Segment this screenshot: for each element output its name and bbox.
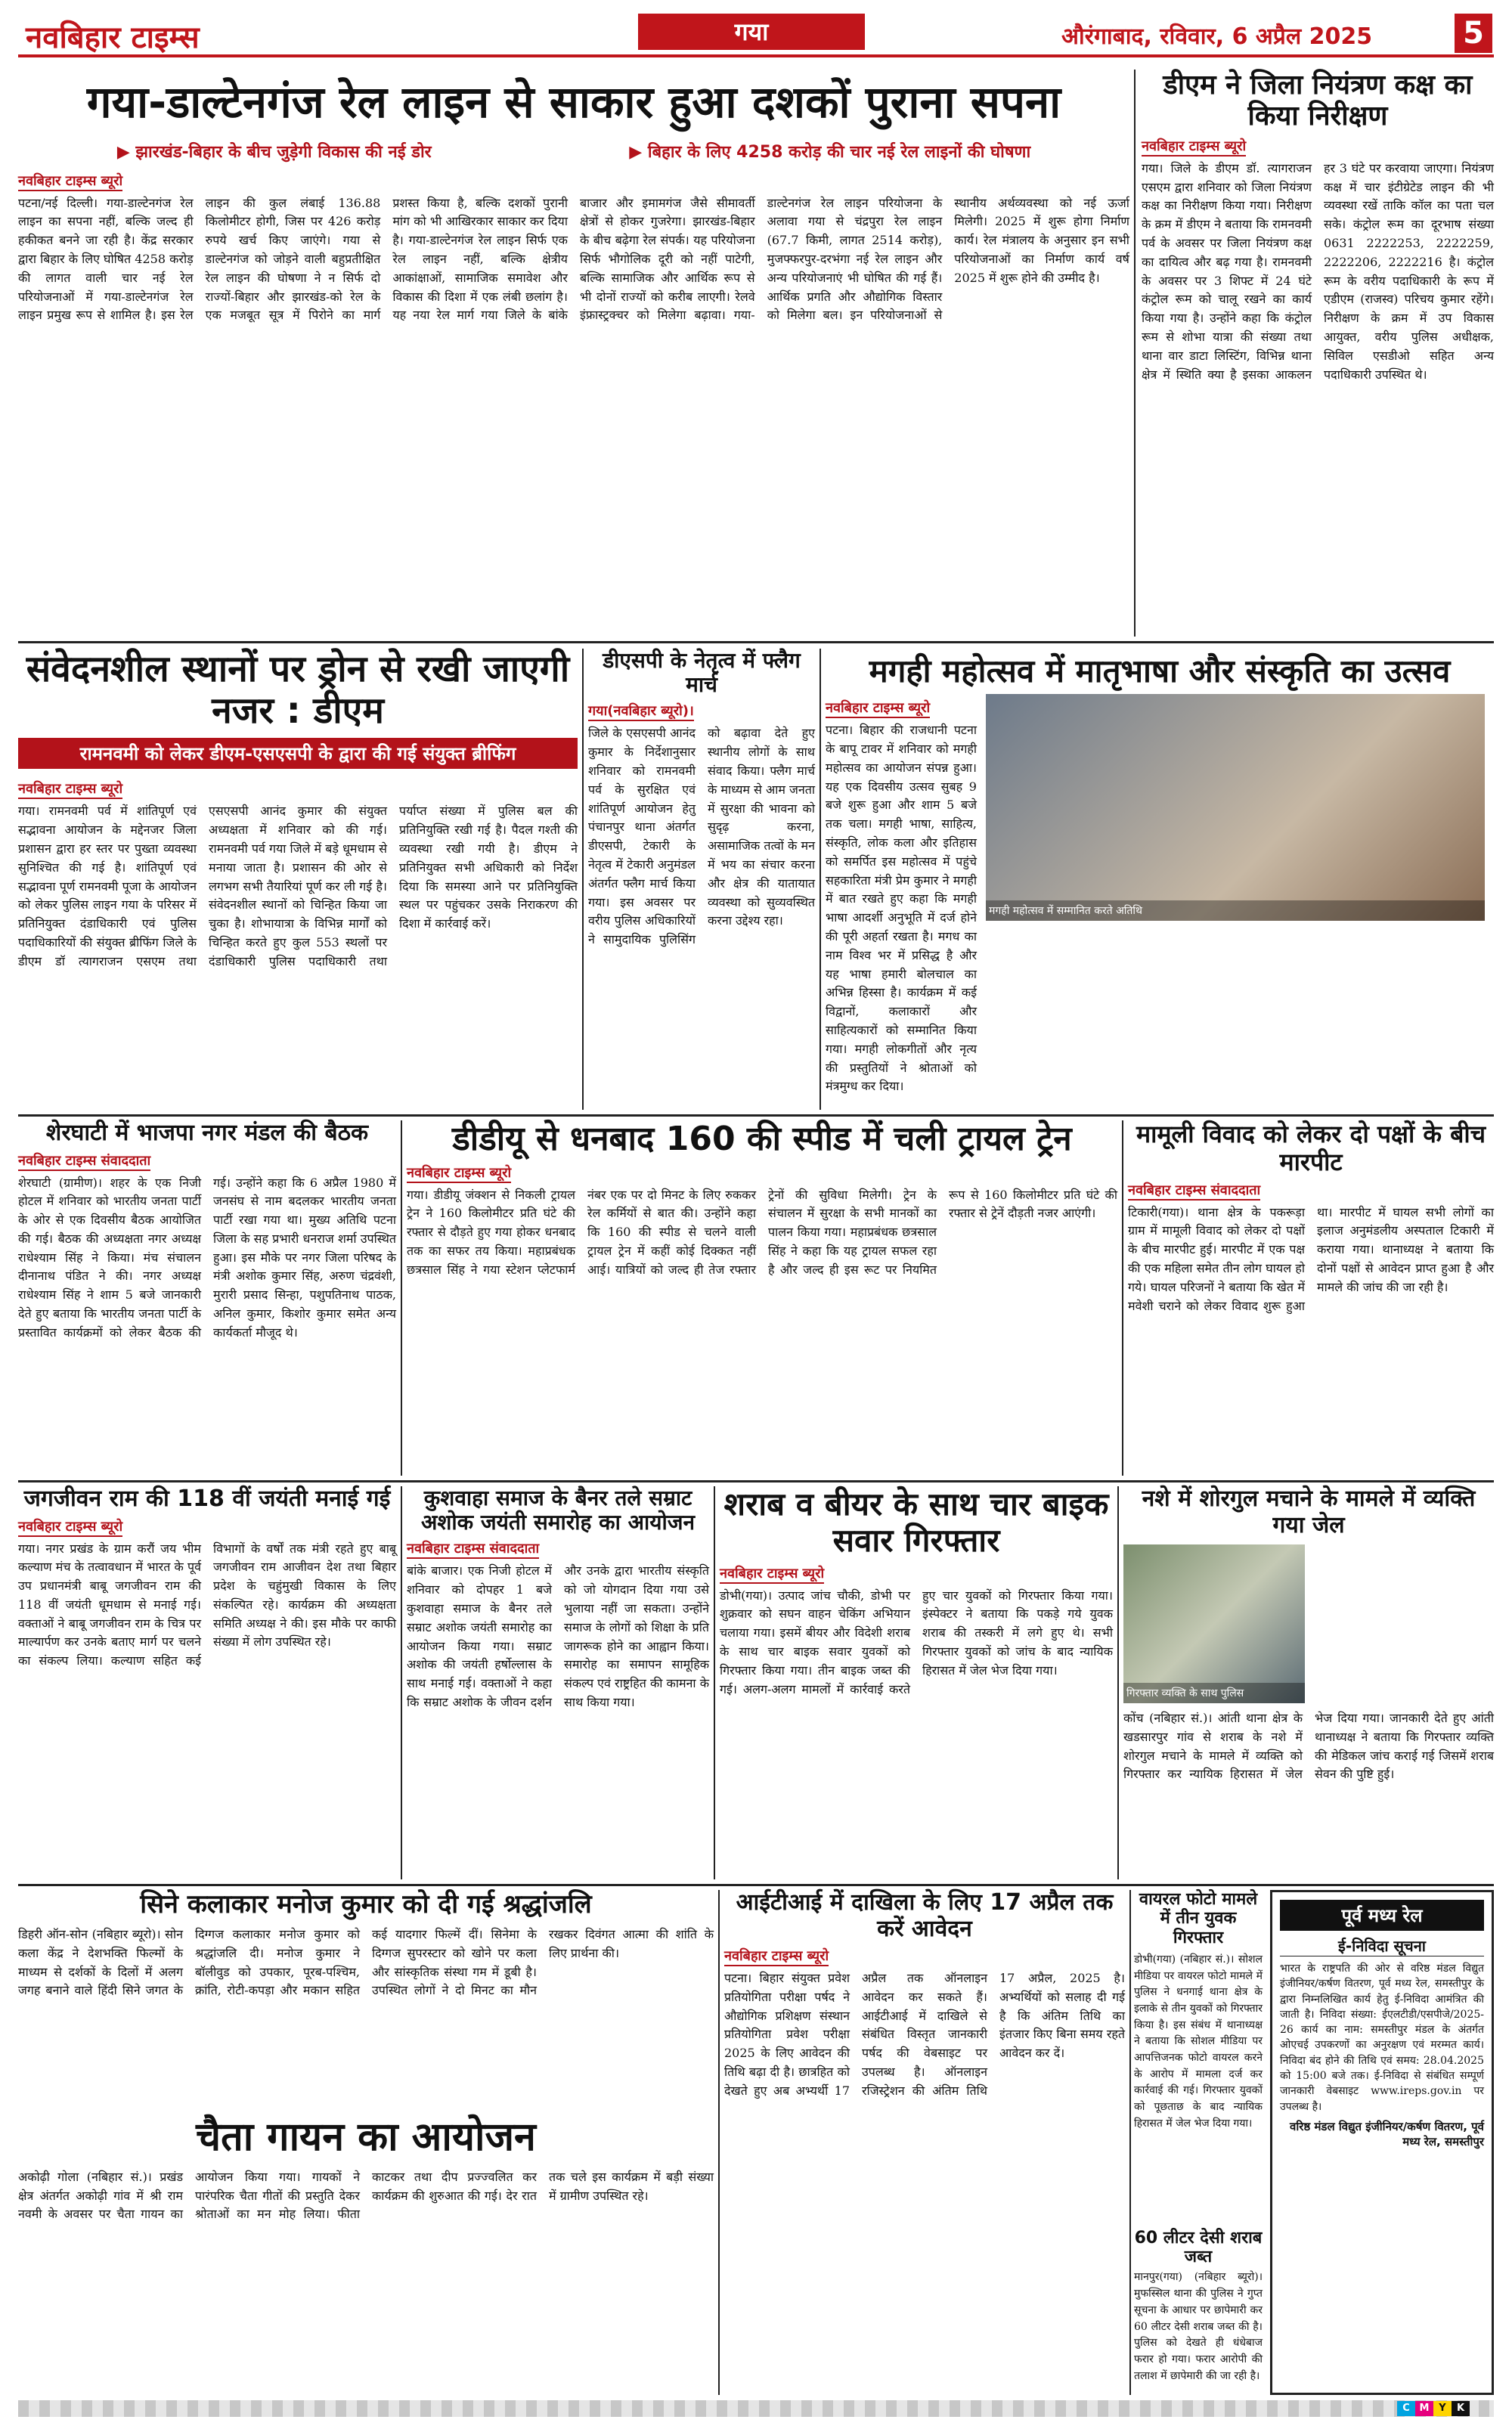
iti-byline: नवबिहार टाइम्स ब्यूरो (724, 1947, 829, 1966)
jagjivan-body: गया। नगर प्रखंड के ग्राम करौं जय भीम कल्याण मंच के तत्वावधान में भारत के पूर्व उप प्रधानमंत्री बाबू जगजीवन राम की 118 वीं जयंती धूमधाम से मनाई गई। वक्ताओं ने बाबू जगजीवन राम के चित्र पर माल्यार्पण कर उनके बताए मार्ग पर चलने का संकल्प लिया। कल्याण सहित कई विभागों के वर्षों तक मंत्री रहते हुए बाबू जगजीवन राम आजीवन देश तथा बिहार प्रदेश के चहुंमुखी विकास के लिए संकल्पित रहे। कार्यक्रम की अध्यक्षता समिति अध्यक्ष ने की। इस मौके पर काफी संख्या में लोग उपस्थित रहे। (18, 1541, 396, 1668)
manoj-story (18, 1890, 714, 2102)
noise-photo-caption: गिरफ्तार व्यक्ति के साथ पुलिस (1123, 1683, 1305, 1703)
train-byline: नवबिहार टाइम्स ब्यूरो (407, 1163, 511, 1183)
clash-body: टिकारी(गया)। थाना क्षेत्र के पकरूड़ा ग्राम में मामूली विवाद को लेकर दो पक्षों के बीच मारपीट हुई। मारपीट में एक पक्ष की एक महिला समेत तीन लोग घायल हो गये। घायल परिजनों ने बताया कि खेत में मवेशी चराने को लेकर विवाद शुरू हुआ था। मारपीट में घायल सभी लोगों का इलाज अनुमंडलीय अस्पताल टिकारी में कराया गया। थानाध्यक्ष ने बताया कि दोनों पक्षों से आवेदन प्राप्त हुआ है और मामले की जांच की जा रही है। (1128, 1204, 1494, 1313)
liquor-headline: शराब व बीयर के साथ चार बाइक सवार गिरफ्तार (723, 1486, 1109, 1560)
tender-title: ई-निविदा सूचना (1280, 1935, 1484, 1956)
desi-headline: 60 लीटर देसी शराब जब्त (1134, 2228, 1263, 2267)
page-number: 5 (1455, 14, 1492, 53)
dm-headline: डीएम ने जिला नियंत्रण कक्ष का किया निरीक्षण (1163, 70, 1473, 132)
column-rule (401, 1120, 402, 1476)
magahi-byline: नवबिहार टाइम्स ब्यूरो (826, 699, 930, 718)
liquor-byline: नवबिहार टाइम्स ब्यूरो (720, 1564, 824, 1584)
drone-story (18, 649, 578, 1110)
noise-story (1123, 1486, 1494, 1879)
column-rule (582, 649, 584, 1110)
column-rule (714, 1486, 715, 1879)
cyan-mark: C (1397, 2401, 1415, 2416)
column-rule (1122, 1120, 1123, 1476)
ashok-body: बांके बाजार। एक निजी होटल में शनिवार को दोपहर 1 बजे कुशवाहा समाज के बैनर तले सम्राट अशोक जयंती समारोह का आयोजन किया गया। सम्राट अशोक की जयंती हर्षोल्लास के साथ मनाई गई। वक्ताओं ने कहा कि सम्राट अशोक के जीवन दर्शन और उनके द्वारा भारतीय संस्कृति को जो योगदान दिया गया उसे भुलाया नहीं जा सकता। उन्होंने समाज के लोगों को शिक्षा के प्रति जागरूक होने का आह्वान किया। समारोह का समापन सामूहिक संकल्प एवं राष्ट्रहित की कामना के साथ किया गया। (407, 1563, 709, 1709)
sherghati-story (18, 1120, 396, 1476)
section-divider (18, 1480, 1494, 1482)
ashok-byline: नवबिहार टाइम्स संवाददाता (407, 1539, 539, 1559)
sherghati-body: शेरघाटी (ग्रामीण)। शहर के एक निजी होटल में शनिवार को भारतीय जनता पार्टी के ओर से एक दिवसीय बैठक आयोजित की गई। बैठक की अध्यक्षता नगर अध्यक्ष राधेश्याम सिंह ने किया। मंच संचालन दीनानाथ पंडित ने की। नगर अध्यक्ष राधेश्याम सिंह ने शाम 5 बजे जानकारी देते हुए बताया कि भारतीय जनता पार्टी के प्रस्तावित कार्यक्रमों को लेकर बैठक की गई। उन्होंने कहा कि 6 अप्रैल 1980 में जनसंघ से नाम बदलकर भारतीय जनता पार्टी रखा गया था। मुख्य अतिथि पटना जिला के सह प्रभारी धनराज शर्मा उपस्थित हुआ। इस मौके पर नगर जिला परिषद के मंत्री अशोक कुमार सिंह, अरुण चंद्रवंशी, मुरारी प्रसाद सिन्हा, पशुपतिनाथ पाठक, अनिल कुमार, किशोर कुमार समेत अन्य कार्यकर्ता मौजूद थे। (18, 1175, 396, 1340)
sherghati-headline: शेरघाटी में भाजपा नगर मंडल की बैठक (45, 1120, 369, 1146)
viral-body: डोभी(गया) (नबिहार सं.)। सोशल मीडिया पर वायरल फोटो मामले में पुलिस ने धनगाई थाना क्षेत्र के इलाके से तीन युवकों को गिरफ्तार किया है। इस संबंध में थानाध्यक्ष ने बताया कि सोशल मीडिया पर आपत्तिजनक फोटो वायरल करने के आरोप में मामला दर्ज कर कार्रवाई की गई। गिरफ्तार युवकों को पूछताछ के बाद न्यायिक हिरासत में जेल भेज दिया गया। (1134, 1953, 1263, 2130)
tender-footer: वरिष्ठ मंडल विद्युत इंजीनियर/कर्षण वितरण, पूर्व मध्य रेल, समस्तीपुर (1290, 2119, 1484, 2149)
jagjivan-headline: जगजीवन राम की 118 वीं जयंती मनाई गई (23, 1486, 391, 1512)
lead-byline: नवबिहार टाइम्स ब्यूरो (18, 172, 122, 191)
column-rule (820, 649, 821, 1110)
cmyk-marks (1397, 2401, 1470, 2416)
page-footer-bar (18, 2400, 1494, 2417)
dsp-headline: डीएसपी के नेतृत्व में फ्लैग मार्च (603, 648, 801, 698)
train-headline: डीडीयू से धनबाद 160 की स्पीड में चली ट्रायल ट्रेन (452, 1120, 1072, 1158)
train-story (407, 1120, 1117, 1476)
viral-headline: वायरल फोटो मामले में तीन युवक गिरफ्तार (1139, 1890, 1258, 1947)
magahi-story (826, 649, 1494, 1110)
noise-headline: नशे में शोरगुल मचाने के मामले में व्यक्ति गया जेल (1142, 1486, 1476, 1538)
railway-tender-notice (1270, 1890, 1494, 2395)
tender-body: भारत के राष्ट्रपति की ओर से वरिष्ठ मंडल विद्युत इंजीनियर/कर्षण वितरण, पूर्व मध्य रेल, समस्तीपुर के द्वारा निम्नलिखित कार्य हेतु ई-निविदा आमंत्रित की जाती है। निविदा संख्या: ईएलटीडी/एसपीजे/2025-26 कार्य का नाम: समस्तीपुर मंडल के अंतर्गत ओएचई उपकरणों का अनुरक्षण एवं मरम्मत कार्य। निविदा बंद होने की तिथि एवं समय: 28.04.2025 को 15:00 बजे तक। ई-निविदा से संबंधित सम्पूर्ण जानकारी वेबसाइट www.ireps.gov.in पर उपलब्ध है। (1280, 1963, 1484, 2113)
tender-header: पूर्व मध्य रेल (1280, 1900, 1484, 1931)
iti-body: पटना। बिहार संयुक्त प्रवेश प्रतियोगिता परीक्षा पर्षद ने औद्योगिक प्रशिक्षण संस्थान प्रतियोगिता प्रवेश परीक्षा 2025 के लिए आवेदन की तिथि बढ़ा दी है। छात्रहित को देखते हुए अब अभ्यर्थी 17 अप्रैल तक ऑनलाइन आवेदन कर सकते हैं। आईटीआई में दाखिले से संबंधित विस्तृत जानकारी पर्षद की वेबसाइट पर उपलब्ध है। ऑनलाइन रजिस्ट्रेशन की अंतिम तिथि 17 अप्रैल, 2025 है। अभ्यर्थियों को सलाह दी गई है कि अंतिम तिथि का इंतजार किए बिना समय रहते आवेदन कर दें। (724, 1971, 1125, 2098)
train-body: गया। डीडीयू जंक्शन से निकली ट्रायल ट्रेन ने 160 किलोमीटर प्रति घंटे की रफ्तार से दौड़ते हुए गया होकर धनबाद तक का सफर तय किया। महाप्रबंधक छत्रसाल सिंह ने गया स्टेशन प्लेटफार्म नंबर एक पर दो मिनट के लिए रुककर रेल कर्मियों से बात की। उन्होंने कहा कि 160 की स्पीड से चलने वाली ट्रायल ट्रेन में कहीं कोई दिक्कत नहीं आई। यात्रियों को जल्द ही तेज रफ्तार ट्रेनों की सुविधा मिलेगी। ट्रेन के संचालन में सुरक्षा के सभी मानकों का पालन किया गया। महाप्रबंधक छत्रसाल सिंह ने कहा कि यह ट्रायल सफल रहा है और जल्द ही इस रूट पर नियमित रूप से 160 किलोमीटर प्रति घंटे की रफ्तार से ट्रेनें दौड़ती नजर आएंगी। (407, 1187, 1117, 1277)
chaita-body: अकोढ़ी गोला (नबिहार सं.)। प्रखंड क्षेत्र अंतर्गत अकोढ़ी गांव में श्री राम नवमी के अवसर पर चैता गायन का आयोजन किया गया। गायकों ने पारंपरिक चैता गीतों की प्रस्तुति देकर श्रोताओं का मन मोह लिया। फीता काटकर तथा दीप प्रज्ज्वलित कर कार्यक्रम की शुरुआत की गई। देर रात तक चले इस कार्यक्रम में बड़ी संख्या में ग्रामीण उपस्थित रहे। (18, 2169, 714, 2222)
jagjivan-byline: नवबिहार टाइम्स ब्यूरो (18, 1517, 122, 1537)
magahi-photo (986, 694, 1485, 921)
dm-body: गया। जिले के डीएम डॉ. त्यागराजन एसएम द्वारा शनिवार को जिला नियंत्रण कक्ष का निरीक्षण किया गया। निरीक्षण के क्रम में डीएम ने बताया कि रामनवमी पर्व के अवसर पर जिला नियंत्रण कक्ष का दायित्व और बढ़ गया है। रामनवमी के अवसर पर 3 शिफ्ट में 24 घंटे कंट्रोल रूम को चालू रखने का कार्य किया गया है। उन्होंने कहा कि कंट्रोल रूम से शोभा यात्रा की संख्या तथा थाना वार डाटा लिस्टिंग, विभिन्न थाना क्षेत्र में स्थिति क्या है इसका आकलन हर 3 घंटे पर करवाया जाएगा। नियंत्रण कक्ष में चार इंटीग्रेटेड लाइन की भी व्यवस्था रखें ताकि कॉल का पता चल सके। कंट्रोल रूम का दूरभाष संख्या 0631 2222253, 2222259, 2222206, 2222216 है। कंट्रोल रूम के वरीय पदाधिकारी के रूप में एडीएम (राजस्व) परिचय कुमार रहेंगे। निरीक्षण के क्रम में उप विकास आयुक्त, वरीय पुलिस अधीक्षक, सिविल एसडीओ सहित अन्य पदाधिकारी उपस्थित थे। (1142, 160, 1494, 382)
noise-photo (1123, 1544, 1305, 1703)
column-rule (1117, 1486, 1119, 1879)
liquor-body: डोभी(गया)। उत्पाद जांच चौकी, डोभी पर शुक्रवार को सघन वाहन चेकिंग अभियान चलाया गया। इसमें बीयर और विदेशी शराब के साथ चार बाइक सवार युवकों को गिरफ्तार किया गया। तीन बाइक जब्त की गई। अलग-अलग मामलों में कार्रवाई करते हुए चार युवकों को गिरफ्तार किया गया। इंस्पेक्टर ने बताया कि पकड़े गये युवक शराब की तस्करी में लगे हुए थे। सभी गिरफ्तार युवकों को जांच के बाद न्यायिक हिरासत में जेल भेज दिया गया। (720, 1588, 1113, 1696)
drone-byline: नवबिहार टाइम्स ब्यूरो (18, 779, 122, 799)
drone-bar: रामनवमी को लेकर डीएम-एसएसपी के द्वारा की गई संयुक्त ब्रीफिंग (18, 738, 578, 769)
column-rule (718, 1890, 720, 2395)
column-rule (401, 1486, 402, 1879)
magenta-mark: M (1415, 2401, 1433, 2416)
dm-story (1142, 70, 1494, 637)
ashok-headline: कुशवाहा समाज के बैनर तले सम्राट अशोक जयंती समारोह का आयोजन (420, 1486, 696, 1535)
clash-story (1128, 1120, 1494, 1476)
magahi-body: पटना। बिहार की राजधानी पटना के बापू टावर में शनिवार को मगही महोत्सव का आयोजन संपन्न हुआ। यह एक दिवसीय उत्सव सुबह 9 बजे शुरू हुआ और शाम 5 बजे तक चला। मगही भाषा, साहित्य, संस्कृति, लोक कला और इतिहास को समर्पित इस महोत्सव में पहुंचे सहकारिता मंत्री प्रेम कुमार ने मगही में बात रखते हुए कहा कि मगही भाषा आदर्शी अनुभूति में दर्ज होने की पूरी अहर्ता रखता है। मगध का नाम विश्व भर में प्रसिद्ध है और यह भाषा हमारी बोलचाल का अभिन्न हिस्सा है। कार्यक्रम में कई विद्वानों, कलाकारों और साहित्यकारों को सम्मानित किया गया। मगही लोकगीतों और नृत्य की प्रस्तुतियों ने श्रोताओं को मंत्रमुग्ध कर दिया। (826, 723, 977, 1094)
clash-byline: नवबिहार टाइम्स संवाददाता (1128, 1181, 1260, 1201)
lead-headline: गया-डाल्टेनगंज रेल लाइन से साकार हुआ दशकों पुराना सपना (86, 76, 1061, 128)
liquor-story (720, 1486, 1113, 1879)
magahi-headline: मगही महोत्सव में मातृभाषा और संस्कृति का उत्सव (869, 652, 1451, 689)
section-label: गया (638, 14, 865, 50)
masthead (18, 11, 1494, 57)
dsp-byline: गया(नवबिहार ब्यूरो)। (588, 702, 694, 721)
section-divider (18, 1114, 1494, 1117)
section-divider (18, 641, 1494, 643)
section-divider (18, 1884, 1494, 1886)
dsp-story (588, 649, 815, 1110)
drone-headline: संवेदनशील स्थानों पर ड्रोन से रखी जाएगी नजर : डीएम (26, 648, 570, 733)
magahi-photo-caption: मगही महोत्सव में सम्मानित करते अतिथि (986, 900, 1485, 921)
paper-name: नवबिहार टाइम्स (26, 20, 200, 55)
column-rule (1134, 70, 1136, 637)
manoj-body: डिहरी ऑन-सोन (नबिहार ब्यूरो)। सोन कला केंद्र ने देशभक्ति फिल्मों के माध्यम से दर्शकों के दिलों में अलग जगह बनाने वाले हिंदी सिने जगत के दिग्गज कलाकार मनोज कुमार को श्रद्धांजलि दी। मनोज कुमार ने बॉलीवुड को उपकार, पूरब-पश्चिम, क्रांति, रोटी-कपड़ा और मकान सहित कई यादगार फिल्में दीं। सिनेमा के दिग्गज सुपरस्टार को खोने पर कला और सांस्कृतिक संस्था गम में डूबी है। उपस्थित लोगों ने दो मिनट का मौन रखकर दिवंगत आत्मा की शांति के लिए प्रार्थना की। (18, 1927, 714, 1998)
chaita-story (18, 2108, 714, 2395)
lead-subheadline-2: ▶ बिहार के लिए 4258 करोड़ की चार नई रेल लाइनों की घोषणा (629, 140, 1030, 163)
lead-subheadline-1: ▶ झारखंड-बिहार के बीच जुड़ेगी विकास की नई डोर (117, 140, 432, 163)
yellow-mark: Y (1433, 2401, 1452, 2416)
viral-story-column (1134, 1890, 1263, 2395)
drone-body: गया। रामनवमी पर्व में शांतिपूर्ण एवं सद्भावना आयोजन के मद्देनजर जिला प्रशासन द्वारा हर स्तर पर पुख्ता व्यवस्था सुनिश्चित की गई है। शांतिपूर्ण एवं सद्भावना पूर्ण रामनवमी पूजा के आयोजन को लेकर पुलिस लाइन गया के परिसर में प्रतिनियुक्त दंडाधिकारी एवं पुलिस पदाधिकारियों की संयुक्त ब्रीफिंग जिले के डीएम डॉ त्यागराजन एसएम तथा एसएसपी आनंद कुमार की संयुक्त अध्यक्षता में शनिवार को की गई। रामनवमी पर्व गया जिले में बड़े धूमधाम से मनाया जाता है। प्रशासन की ओर से लगभग सभी तैयारियां पूर्ण कर ली गई है। संवेदनशील स्थानों को चिन्हित किया जा चुका है। शोभायात्रा के विभिन्न मार्गों को चिन्हित करते हुए कुल 553 स्थलों पर दंडाधिकारी पुलिस पदाधिकारी तथा पर्याप्त संख्या में पुलिस बल की प्रतिनियुक्ति रखी गई है। पैदल गश्ती की व्यवस्था रखी गयी है। डीएम ने प्रतिनियुक्त सभी अधिकारी को निर्देश दिया कि समस्या आने पर प्रतिनियुक्ति स्थल पर पहुंचकर उसके निराकरण की दिशा में कार्रवाई करें। (18, 804, 578, 968)
iti-story (724, 1890, 1125, 2395)
sherghati-byline: नवबिहार टाइम्स संवाददाता (18, 1151, 150, 1171)
clash-headline: मामूली विवाद को लेकर दो पक्षों के बीच मारपीट (1136, 1120, 1486, 1176)
black-mark: K (1452, 2401, 1470, 2416)
manoj-headline: सिने कलाकार मनोज कुमार को दी गई श्रद्धांजलि (140, 1889, 592, 1919)
jagjivan-story (18, 1486, 396, 1879)
desi-body: मानपुर(गया) (नबिहार ब्यूरो)। मुफस्सिल थाना की पुलिस ने गुप्त सूचना के आधार पर छापेमारी कर 60 लीटर देसी शराब जब्त की है। पुलिस को देखते ही धंधेबाज फरार हो गया। फरार आरोपी की तलाश में छापेमारी की जा रही है। (1134, 2271, 1263, 2382)
lead-body: पटना/नई दिल्ली। गया-डाल्टेनगंज रेल लाइन का सपना नहीं, बल्कि जल्द ही हकीकत बनने जा रही है। केंद्र सरकार द्वारा बिहार के लिए घोषित 4258 करोड़ की लागत वाली चार नई रेल परियोजनाओं में गया-डाल्टेनगंज रेल लाइन प्रमुख रूप से शामिल है। इस रेल लाइन की कुल लंबाई 136.88 किलोमीटर होगी, जिस पर 426 करोड़ रुपये खर्च किए जाएंगे। गया से डाल्टेनगंज को जोड़ने वाली बहुप्रतीक्षित रेल लाइन की घोषणा ने न सिर्फ दो राज्यों-बिहार और झारखंड-को रेल के एक मजबूत सूत्र में पिरोने का मार्ग प्रशस्त किया है, बल्कि दशकों पुरानी मांग को भी आखिरकार साकार कर दिया है। गया-डाल्टेनगंज रेल लाइन सिर्फ एक रेल लाइन नहीं, बल्कि क्षेत्रीय आकांक्षाओं, सामाजिक समावेश और विकास की दिशा में एक लंबी छलांग है। यह नया रेल मार्ग गया जिले के बांके बाजार और इमामगंज जैसे सीमावर्ती क्षेत्रों से होकर गुजरेगा। झारखंड-बिहार के बीच बढ़ेगा रेल संपर्क। यह परियोजना सिर्फ भौगोलिक दूरी को नहीं पाटेगी, बल्कि सामाजिक और आर्थिक रूप से भी दोनों राज्यों को करीब लाएगी। रेलवे इंफ्रास्ट्रक्चर को मिलेगा बढ़ावा। गया-डाल्टेनगंज रेल लाइन परियोजना के अलावा गया से चंद्रपुरा रेल लाइन (67.7 किमी, लागत 2514 करोड़), मुजफ्फरपुर-दरभंगा नई रेल लाइन और अन्य परियोजनाएं भी घोषित की गई हैं। आर्थिक प्रगति और औद्योगिक विस्तार को मिलेगा बल। इन परियोजनाओं से स्थानीय अर्थव्यवस्था को नई ऊर्जा मिलेगी। 2025 में शुरू होगा निर्माण कार्य। रेल मंत्रालय के अनुसार इन सभी परियोजनाओं का निर्माण कार्य वर्ष 2025 में शुरू होने की उम्मीद है। (18, 195, 1129, 323)
lead-story (18, 70, 1129, 637)
dm-byline: नवबिहार टाइम्स ब्यूरो (1142, 137, 1246, 156)
chaita-headline: चैता गायन का आयोजन (196, 2114, 536, 2160)
noise-body: कोंच (नबिहार सं.)। आंती थाना क्षेत्र के खडसारपुर गांव से शराब के नशे में शोरगुल मचाने के मामले में व्यक्ति को गिरफ्तार कर न्यायिक हिरासत में जेल भेज दिया गया। जानकारी देते हुए आंती थानाध्यक्ष ने बताया कि गिरफ्तार व्यक्ति की मेडिकल जांच कराई गई जिसमें शराब सेवन की पुष्टि हुई। (1123, 1711, 1494, 1782)
dsp-body: जिले के एसएसपी आनंद कुमार के निर्देशानुसार शनिवार को रामनवमी पर्व के सुरक्षित एवं शांतिपूर्ण आयोजन हेतु पंचानपुर थाना अंतर्गत डीएसपी, टेकारी के नेतृत्व में टेकारी अनुमंडल अंतर्गत फ्लैग मार्च किया गया। इस अवसर पर वरीय पुलिस अधिकारियों ने सामुदायिक पुलिसिंग को बढ़ावा देते हुए स्थानीय लोगों के साथ संवाद किया। फ्लैग मार्च के माध्यम से आम जनता में सुरक्षा की भावना को सुदृढ़ करना, असामाजिक तत्वों के मन में भय का संचार करना और क्षेत्र की यातायात व्यवस्था को सुव्यवस्थित करना उद्देश्य रहा। (588, 726, 815, 947)
ashok-story (407, 1486, 709, 1879)
iti-headline: आईटीआई में दाखिला के लिए 17 अप्रैल तक करें आवेदन (736, 1889, 1114, 1942)
column-rule (1129, 1890, 1131, 2395)
issue-date: औरंगाबाद, रविवार, 6 अप्रैल 2025 (1061, 23, 1373, 50)
